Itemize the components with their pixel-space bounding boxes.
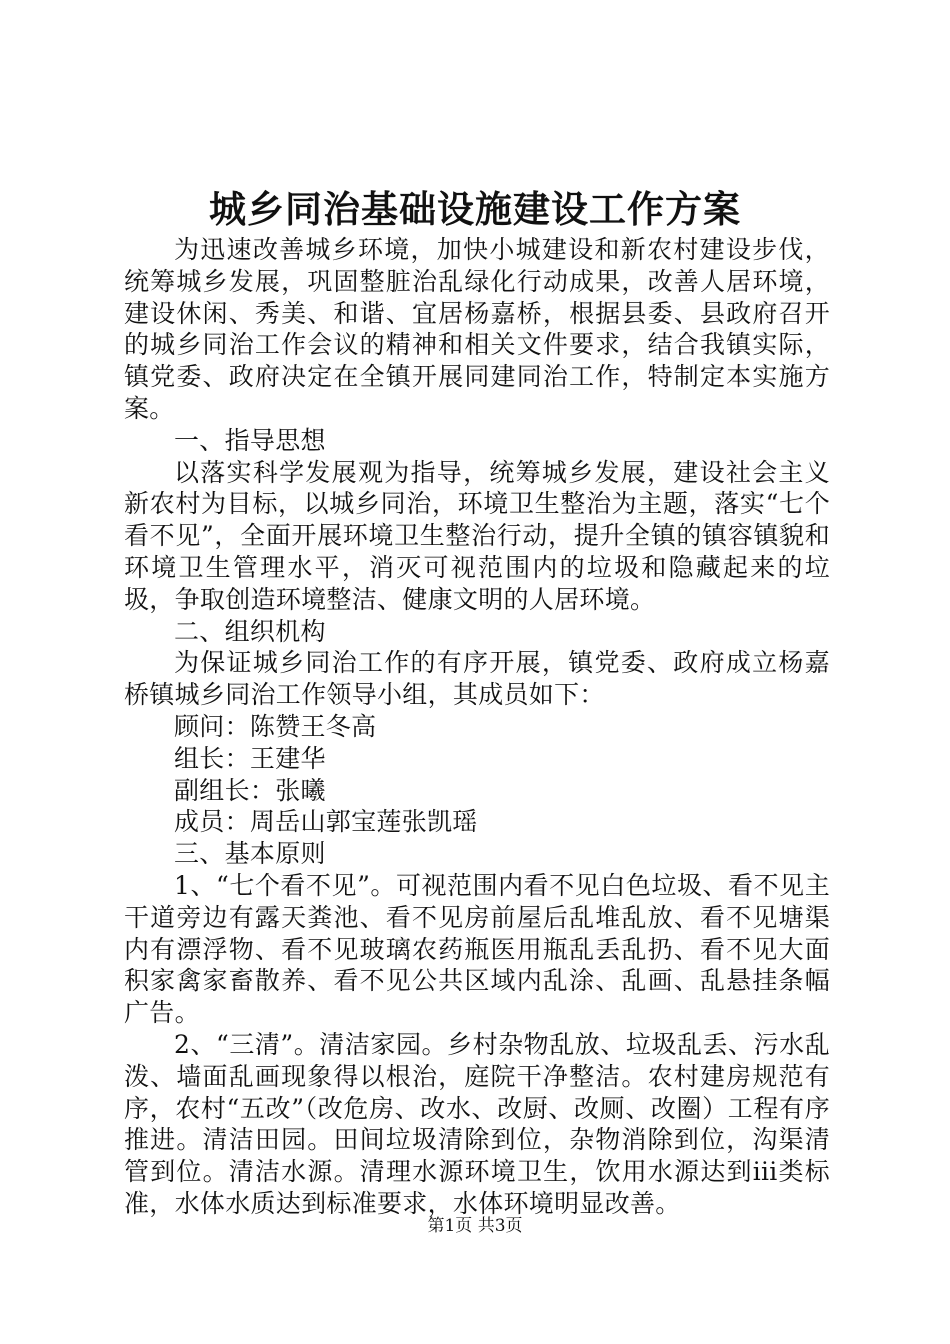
paragraph-principle-2: 2、“三清”。清洁家园。乡村杂物乱放、垃圾乱丢、污水乱泼、墙面乱画现象得以根治，庭院干净整洁。农村建房规范有序，农村“五改”（改危房、改水、改厨、改厕、改圈）工程有序推进。清洁田园。田间垃圾清除到位，杂物消除到位，沟渠清管到位。清洁水源。清理水源环境卫生，饮用水源达到iii类标准，水体水质达到标准要求，水体环境明显改善。 bbox=[124, 1029, 830, 1218]
member-list: 成员：周岳山郭宝莲张凯瑶 bbox=[174, 807, 478, 837]
paragraph-guiding-thought: 以落实科学发展观为指导，统筹城乡发展，建设社会主义新农村为目标，以城乡同治，环境卫生整治为主题，落实“七个看不见”，全面开展环境卫生整治行动，提升全镇的镇容镇貌和环境卫生管理水平，消灭可视范围内的垃圾和隐藏起来的垃圾，争取创造环境整洁、健康文明的人居环境。 bbox=[124, 457, 830, 614]
paragraph-intro: 为迅速改善城乡环境，加快小城建设和新农村建设步伐，统筹城乡发展，巩固整脏治乱绿化行动成果，改善人居环境，建设休闲、秀美、和谐、宜居杨嘉桥，根据县委、县政府召开的城乡同治工作会议的精神和相关文件要求，结合我镇实际，镇党委、政府决定在全镇开展同建同治工作，特制定本实施方案。 bbox=[124, 235, 830, 423]
member-advisor: 顾问：陈赞王冬高 bbox=[174, 711, 377, 741]
paragraph-principle-1: 1、“七个看不见”。可视范围内看不见白色垃圾、看不见主干道旁边有露天粪池、看不见房前屋后乱堆乱放、看不见塘渠内有漂浮物、看不见玻璃农药瓶医用瓶乱丢乱扔、看不见大面积家禽家畜散养、看不见公共区域内乱涂、乱画、乱悬挂条幅广告。 bbox=[124, 870, 830, 1028]
member-deputy-leader: 副组长：张曦 bbox=[174, 775, 326, 805]
member-leader: 组长：王建华 bbox=[174, 743, 326, 773]
heading-basic-principles: 三、基本原则 bbox=[174, 839, 326, 869]
document-body bbox=[124, 234, 830, 1220]
heading-guiding-thought: 一、指导思想 bbox=[174, 425, 326, 455]
paragraph-organization: 为保证城乡同治工作的有序开展，镇党委、政府成立杨嘉桥镇城乡同治工作领导小组，其成员如下： bbox=[124, 648, 830, 710]
document-title: 城乡同治基础设施建设工作方案 bbox=[209, 187, 741, 231]
page-number: 第1页 共3页 bbox=[427, 1216, 523, 1236]
heading-organization: 二、组织机构 bbox=[174, 616, 326, 646]
